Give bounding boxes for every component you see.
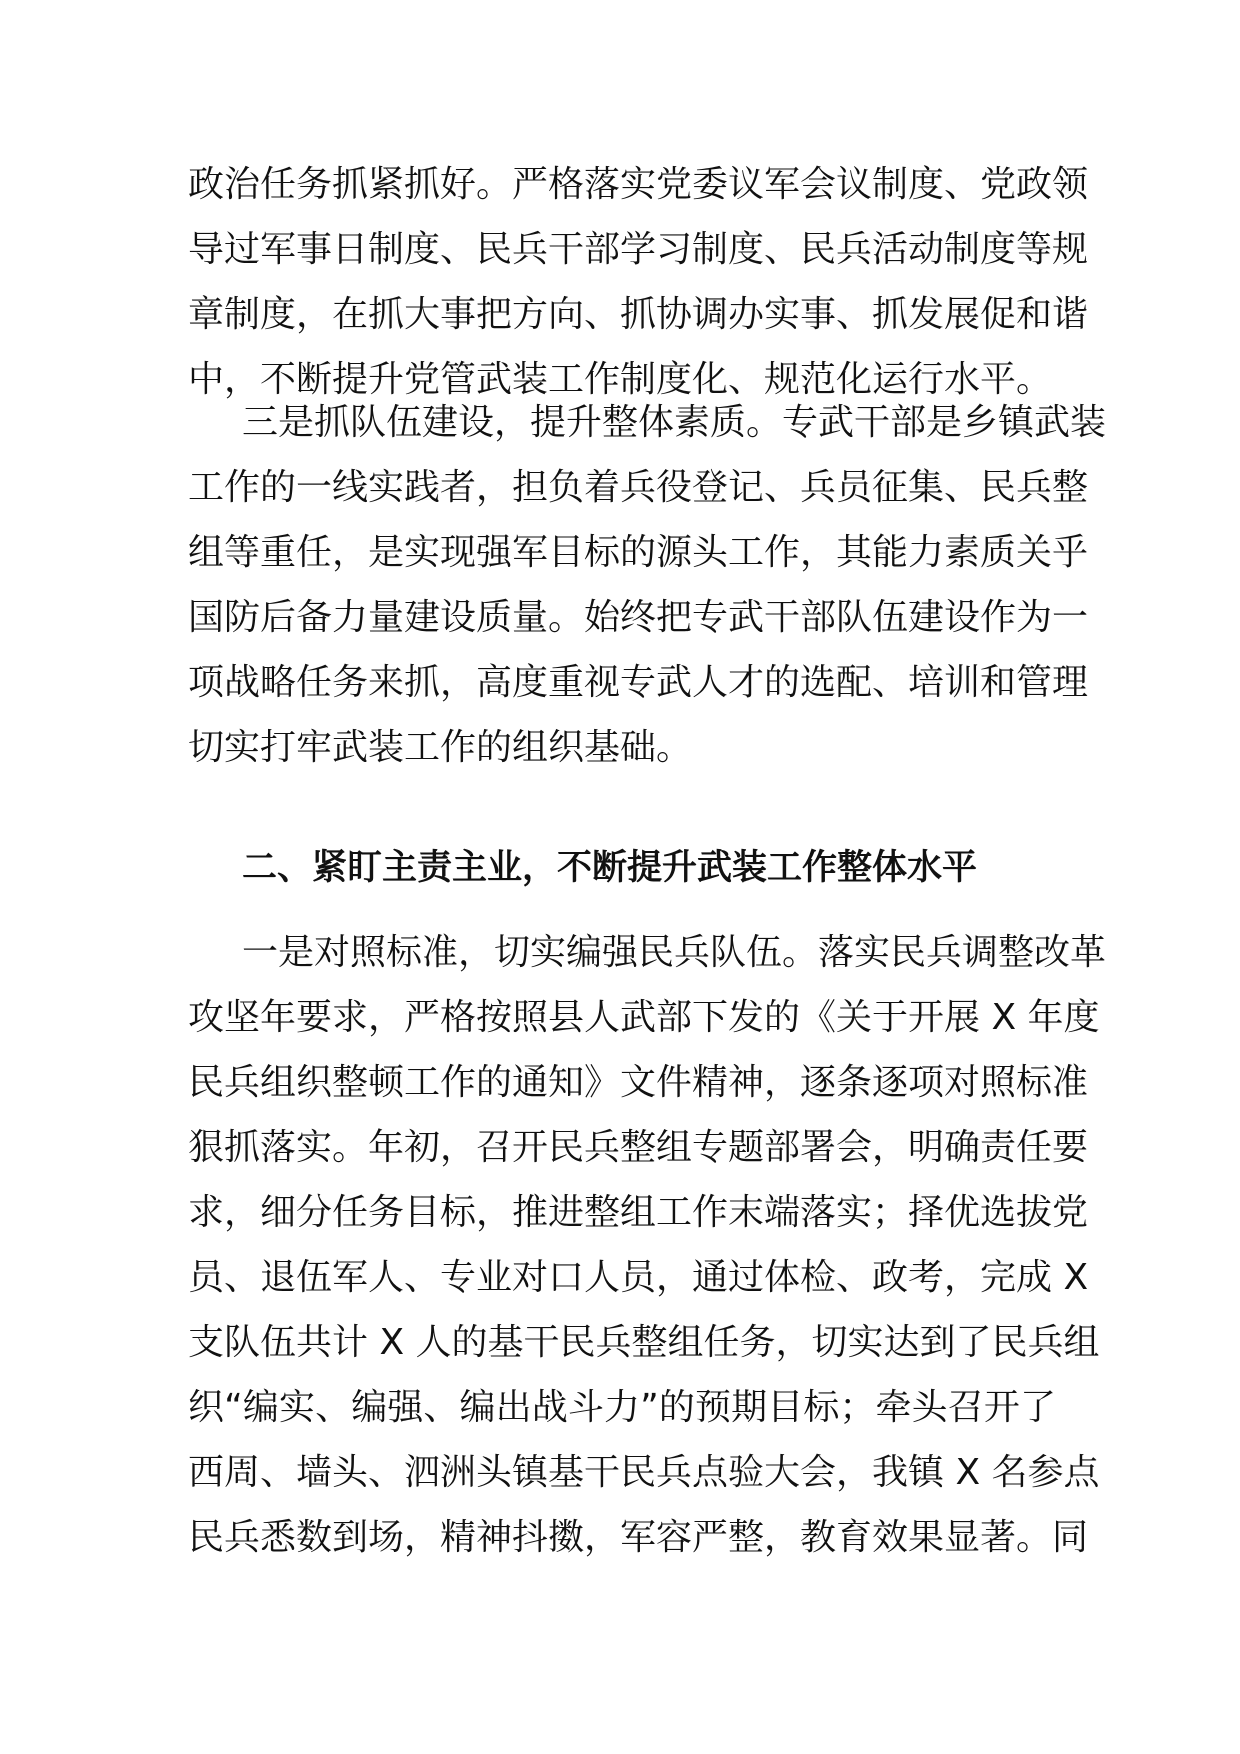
section-heading: 二、紧盯主责主业，不断提升武装工作整体水平 [242, 848, 978, 888]
paragraph-line: 狠抓落实。年初，召开民兵整组专题部署会，明确责任要 [188, 1127, 1089, 1168]
paragraph-line: 切实打牢武装工作的组织基础。 [188, 727, 693, 768]
paragraph-line: 三是抓队伍建设，提升整体素质。专武干部是乡镇武装 [242, 402, 1107, 443]
paragraph-line: 工作的一线实践者，担负着兵役登记、兵员征集、民兵整 [188, 467, 1089, 508]
paragraph-line: 员、退伍军人、专业对口人员，通过体检、政考，完成 X [188, 1257, 1089, 1298]
paragraph-2 [188, 390, 1107, 780]
paragraph-1 [188, 152, 1089, 412]
paragraph-line: 一是对照标准，切实编强民兵队伍。落实民兵调整改革 [242, 932, 1107, 973]
paragraph-line: 组等重任，是实现强军目标的源头工作，其能力素质关乎 [188, 532, 1089, 573]
paragraph-line: 织“编实、编强、编出战斗力”的预期目标；牵头召开了 [188, 1387, 1056, 1428]
paragraph-line: 国防后备力量建设质量。始终把专武干部队伍建设作为一 [188, 597, 1089, 638]
paragraph-line: 民兵悉数到场，精神抖擞，军容严整，教育效果显著。同 [188, 1517, 1089, 1558]
paragraph-line: 中，不断提升党管武装工作制度化、规范化运行水平。 [188, 359, 1053, 400]
paragraph-line: 章制度，在抓大事把方向、抓协调办实事、抓发展促和谐 [188, 294, 1089, 335]
paragraph-line: 求，细分任务目标，推进整组工作末端落实；择优选拔党 [188, 1192, 1089, 1233]
paragraph-line: 导过军事日制度、民兵干部学习制度、民兵活动制度等规 [188, 229, 1089, 270]
paragraph-line: 西周、墙头、泗洲头镇基干民兵点验大会，我镇 X 名参点 [188, 1452, 1100, 1493]
paragraph-3 [188, 920, 1107, 1570]
paragraph-line: 攻坚年要求，严格按照县人武部下发的《关于开展 X 年度 [188, 997, 1100, 1038]
paragraph-line: 项战略任务来抓，高度重视专武人才的选配、培训和管理 [188, 662, 1089, 703]
paragraph-line: 支队伍共计 X 人的基干民兵整组任务，切实达到了民兵组 [188, 1322, 1100, 1363]
paragraph-line: 政治任务抓紧抓好。严格落实党委议军会议制度、党政领 [188, 164, 1089, 205]
paragraph-line: 民兵组织整顿工作的通知》文件精神，逐条逐项对照标准 [188, 1062, 1089, 1103]
